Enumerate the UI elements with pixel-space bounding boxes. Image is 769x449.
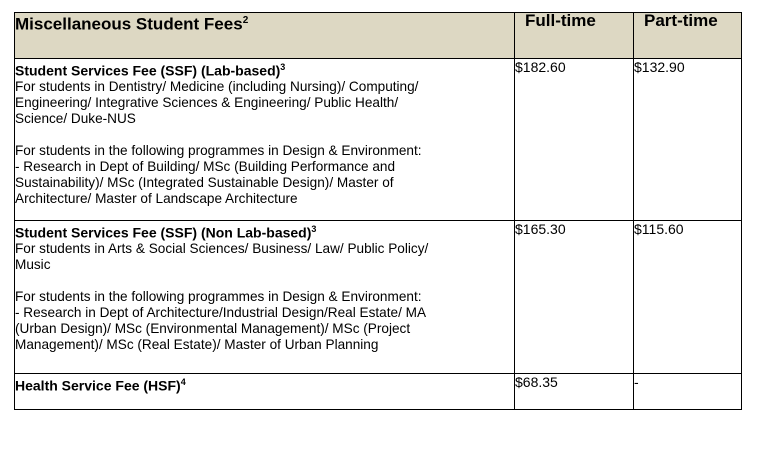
fee-title-text: Student Services Fee (SSF) (Lab-based) xyxy=(15,62,281,79)
fee-description xyxy=(15,374,515,410)
fee-eligibility-line: Music xyxy=(15,256,51,272)
fee-eligibility-line: Management)/ MSc (Real Estate)/ Master of Urban Planning xyxy=(15,336,379,352)
fee-eligibility-line: (Urban Design)/ MSc (Environmental Management)/ MSc (Project xyxy=(15,320,411,336)
fee-eligibility-line: Sustainability)/ MSc (Integrated Sustainable Design)/ Master of xyxy=(15,174,394,190)
fee-eligibility-line: Science/ Duke-NUS xyxy=(15,110,136,126)
fee-title xyxy=(15,221,514,241)
fee-eligibility-line: - Research in Dept of Architecture/Industrial Design/Real Estate/ MA xyxy=(15,304,427,320)
footnote-ref: 3 xyxy=(311,224,317,234)
fee-eligibility-line: Engineering/ Integrative Sciences & Engineering/ Public Health/ xyxy=(15,94,399,110)
fee-title-text: Health Service Fee (HSF) xyxy=(15,377,181,394)
part-time-fee: $132.90 xyxy=(634,59,742,221)
part-time-fee: - xyxy=(634,374,742,410)
fee-eligibility-line: - Research in Dept of Building/ MSc (Building Performance and xyxy=(15,158,396,174)
fee-title-text: Student Services Fee (SSF) (Non Lab-based) xyxy=(15,224,312,241)
table-row xyxy=(15,221,742,374)
fee-eligibility-line: For students in Arts & Social Sciences/ Business/ Law/ Public Policy/ xyxy=(15,240,429,256)
footnote-ref: 3 xyxy=(280,62,286,72)
footnote-ref: 4 xyxy=(180,377,186,387)
header-full-time: Full-time xyxy=(515,13,634,59)
header-footnote-ref: 2 xyxy=(242,15,249,26)
paragraph-spacer xyxy=(15,127,514,143)
fee-eligibility-line: Architecture/ Master of Landscape Architecture xyxy=(15,190,298,206)
table-row xyxy=(15,374,742,410)
header-fee-type-label: Miscellaneous Student Fees xyxy=(15,14,243,34)
part-time-fee: $115.60 xyxy=(634,221,742,374)
full-time-fee: $68.35 xyxy=(515,374,634,410)
full-time-fee: $182.60 xyxy=(515,59,634,221)
fee-description xyxy=(15,59,515,221)
fee-description xyxy=(15,221,515,374)
header-row xyxy=(15,13,742,59)
fee-title xyxy=(15,59,514,79)
full-time-fee: $165.30 xyxy=(515,221,634,374)
table-row xyxy=(15,59,742,221)
fees-table xyxy=(14,12,742,410)
header-part-time: Part-time xyxy=(634,13,742,59)
fee-title xyxy=(15,374,514,394)
fee-eligibility-line: For students in the following programmes in Design & Environment: xyxy=(15,142,422,158)
fee-eligibility-line: For students in Dentistry/ Medicine (including Nursing)/ Computing/ xyxy=(15,78,419,94)
header-fee-type xyxy=(15,13,515,59)
fee-eligibility-line: For students in the following programmes in Design & Environment: xyxy=(15,288,422,304)
paragraph-spacer xyxy=(15,273,514,289)
